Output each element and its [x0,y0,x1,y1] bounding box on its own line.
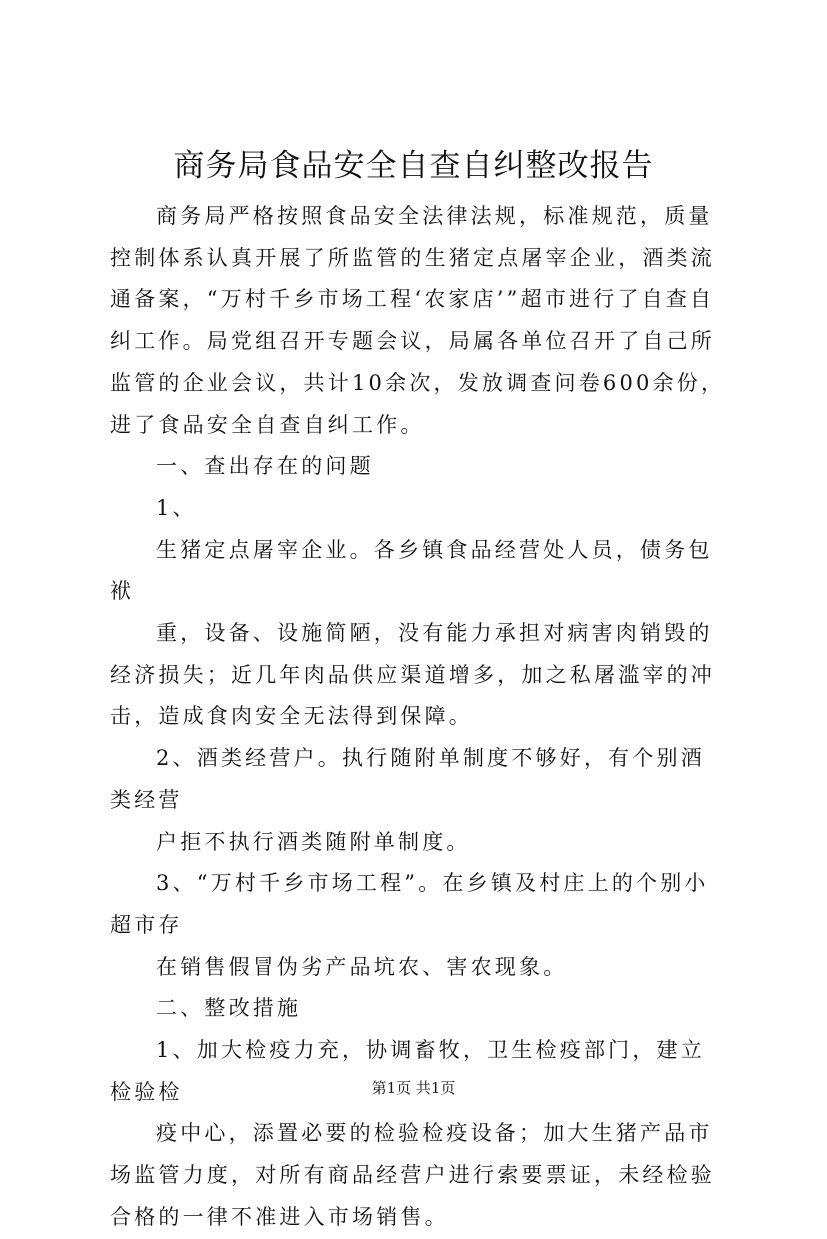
problem-3-line-2: 在销售假冒伪劣产品坑农、害农现象。 [156,954,568,979]
section-heading-measures: 二、整改措施 [156,996,302,1021]
problem-1-heading: 生猪定点屠宰企业。各乡镇食品经营处人员，债务包袱 [110,537,713,604]
measure-1-paragraph: 疫中心，添置必要的检验检疫设备；加大生猪产品市场监管力度，对所有商品经营户进行索要票证，未经检验合格的一律不准进入市场销售。 [110,1121,715,1229]
document-title: 商务局食品安全自查自纠整改报告 [173,148,654,184]
section-heading-problems: 一、查出存在的问题 [156,454,374,479]
problem-2-line-2: 户拒不执行酒类随附单制度。 [156,829,471,854]
page-footer: 第1页 共1页 [371,1079,456,1097]
problem-1-paragraph: 重，设备、设施简陋，没有能力承担对病害肉销毁的经济损失；近几年肉品供应渠道增多，加之私屠滥宰的冲击，造成食肉安全无法得到保障。 [110,621,715,729]
problem-3-line-1: 3、“万村千乡市场工程”。在乡镇及村庄上的个别小超市存 [110,871,709,937]
item-number-1: 1、 [156,495,197,520]
measure-1-line-1: 1、加大检疫力充，协调畜牧，卫生检疫部门，建立检验检 [110,1038,705,1104]
intro-paragraph: 商务局严格按照食品安全法律法规，标准规范，质量控制体系认真开展了所监管的生猪定点屠宰企业，酒类流通备案，“万村千乡市场工程‘农家店’”超市进行了自查自纠工作。局党组召开专题会议，局属各单位召开了自己所监管的企业会议，共计10余次，发放调查问卷600余份，进了食品安全自查自纠工作。 [110,204,726,437]
problem-2-line-1: 2、酒类经营户。执行随附单制度不够好，有个别酒类经营 [110,746,705,812]
